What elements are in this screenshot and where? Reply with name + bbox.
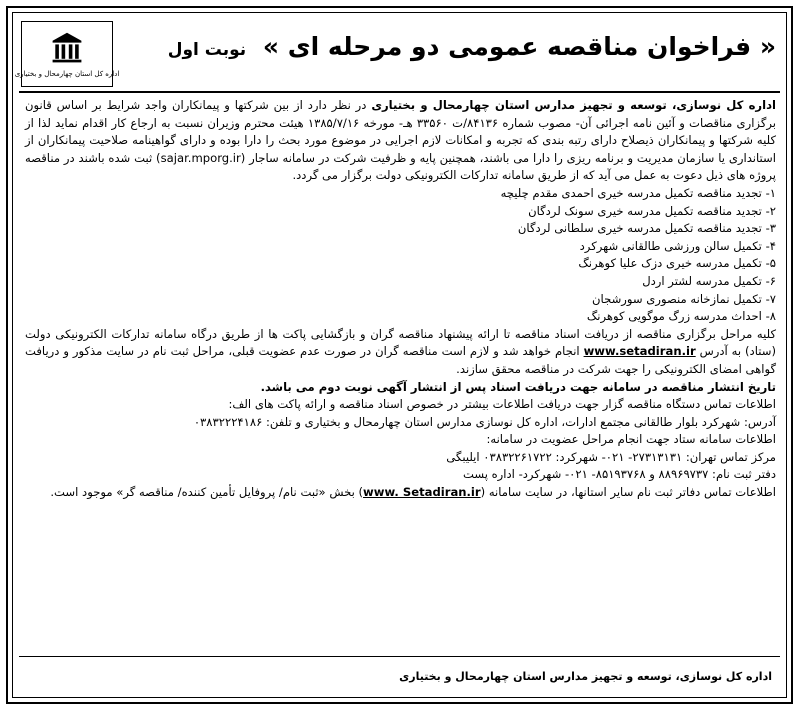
call-center-line: مرکز تماس تهران: ۲۷۳۱۳۱۳۱- ۰۲۱- شهرکرد: ۰۳۸۳۲۲۶۱۷۲۲ ایلیبگی — [446, 449, 776, 464]
contact-title: اطلاعات تماس دستگاه مناقصه گزار جهت دریافت اطلاعات بیشتر در خصوص اسناد مناقصه و ارائه پاکت های الف: — [228, 397, 776, 412]
process-paragraph — [25, 326, 776, 379]
list-item: ۴- تکمیل سالن ورزشی طالقانی شهرکرد — [579, 238, 776, 253]
other-text-a: اطلاعات تماس دفاتر ثبت نام سایر استانها، در سایت سامانه ( — [480, 485, 776, 500]
publish-date-notice: تاریخ انتشار مناقصه در سامانه جهت دریافت اسناد پس از انتشار آگهی نوبت دوم می باشد. — [260, 379, 776, 394]
list-item: ۶- تکمیل مدرسه لشتر اردل — [642, 273, 776, 288]
intro-text: در نظر دارد از بین شرکتها و پیمانکاران واجد شرایط بر اساس قانون برگزاری مناقصات و آئین نامه اجرائی آن- مصوب شماره ۸۴۱۳۶/ت ۳۳۵۶۰ هـ- مورخه ۱۳۸۵/۷/۱۶ هیئت محترم وزیران نسبت به ارجاع کار اقدام نماید لذا از کلیه شرکتها و پیمانکاران ذیصلاح دارای رتبه بندی که تجربه و امکانات لازم اجرایی در موضوع مورد بحث را دارا بوده و دارای گواهینامه صلاحیت پیمانکاران از استانداری یا سازمان مدیریت و برنامه ریزی را دارا می باشند، همچنین پایه و ظرفیت شرکت در سامانه ساجار (sajar.mporg.ir) ثبت شده باشند در مناقصه پروژه های ذیل دعوت به عمل می آید که از طریق سامانه تدارکات الکترونیکی دولت برگزار می گردد. — [25, 98, 776, 183]
list-item: ۳- تجدید مناقصه تکمیل مدرسه خیری سلطانی لردگان — [517, 221, 776, 236]
notice-frame — [6, 6, 793, 704]
process-text-a: کلیه مراحل برگزاری مناقصه از دریافت اسناد مناقصه تا ارائه پیشنهاد مناقصه گران و بازگشایی پاکت ها از طریق درگاه سامانه تدارکات الکترونیکی دولت (ستاد) به آدرس — [25, 326, 776, 359]
title-text: « فراخوان مناقصه عمومی دو مرحله ای » — [262, 32, 776, 61]
project-list — [25, 185, 776, 326]
logo-caption: اداره کل استان چهارمحال و بختیاری — [14, 70, 120, 78]
setadiran-link[interactable]: www. Setadiran.ir — [363, 485, 481, 500]
emblem-icon — [49, 30, 85, 66]
other-offices-paragraph — [25, 484, 776, 502]
registration-office-line: دفتر ثبت نام: ۸۸۹۶۹۷۳۷ و ۸۵۱۹۳۷۶۸- ۰۲۱- شهرکرد- اداره پست — [462, 467, 776, 482]
intro-paragraph — [25, 97, 776, 185]
notice-title — [123, 27, 776, 70]
footer-divider — [19, 656, 780, 657]
organization-name: اداره کل نوسازی، توسعه و تجهیز مدارس استان چهارمحال و بختیاری — [371, 98, 776, 112]
turn-label: نوبت اول — [167, 40, 247, 60]
list-item: ۲- تجدید مناقصه تکمیل مدرسه خیری سونک لردگان — [528, 203, 776, 218]
process-text-b: انجام خواهد شد و لازم است مناقصه گران در صورت عدم عضویت قبلی، مراحل ثبت نام در سایت مذکور و دریافت گواهی امضای الکترونیکی را جهت شرکت در مناقصه محقق سازند. — [25, 344, 776, 376]
list-item: ۵- تکمیل مدرسه خیری دزک علیا کوهرنگ — [578, 256, 776, 271]
list-item: ۸- احداث مدرسه زرگ موگویی کوهرنگ — [586, 309, 776, 324]
setad-link[interactable]: www.setadiran.ir — [583, 344, 696, 359]
header-divider — [19, 91, 780, 93]
list-item: ۷- تکمیل نمازخانه منصوری سورشجان — [592, 291, 776, 306]
notice-body — [25, 97, 776, 502]
organization-logo — [14, 21, 120, 87]
other-text-b: ) بخش «ثبت نام/ پروفایل تأمین کننده/ مناقصه گر» موجود است. — [50, 485, 364, 500]
list-item: ۱- تجدید مناقصه تکمیل مدرسه خیری احمدی مقدم چلیچه — [500, 185, 776, 200]
setad-info-title: اطلاعات سامانه ستاد جهت انجام مراحل عضویت در سامانه: — [486, 432, 776, 447]
notice-inner-border — [12, 12, 787, 698]
address-line: آدرس: شهرکرد بلوار طالقانی مجتمع ادارات، اداره کل نوسازی مدارس استان چهارمحال و بختیاری و تلفن: ۰۳۸۳۲۲۲۴۱۸۶ — [193, 414, 776, 429]
footer-organization: اداره کل نوسازی، توسعه و تجهیز مدارس استان چهارمحال و بختیاری — [399, 670, 772, 683]
